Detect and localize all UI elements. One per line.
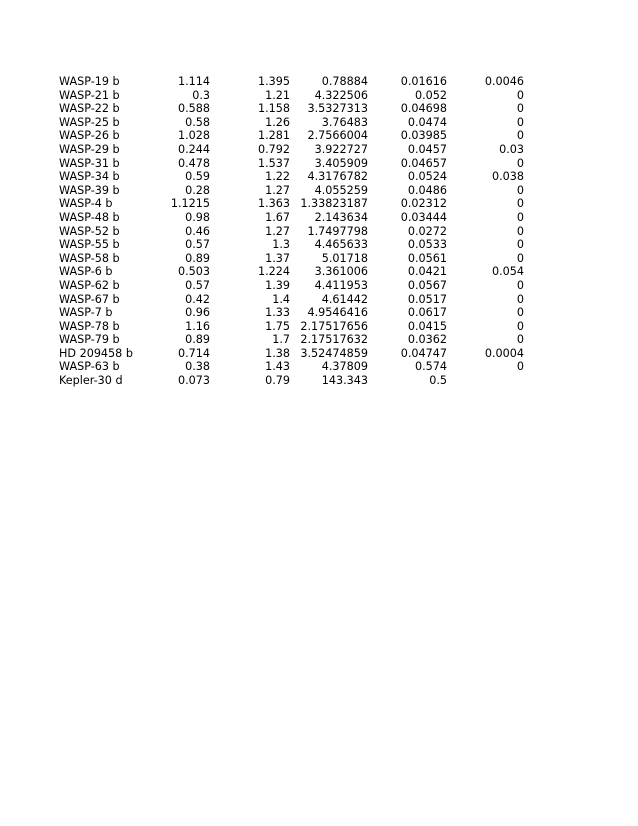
value-cell: 0.574 [414, 360, 447, 374]
value-cell: 1.114 [177, 75, 210, 88]
value-cell: 0.503 [177, 265, 210, 279]
planet-name-cell: WASP-52 b [59, 224, 120, 238]
value-cell: 0.04747 [400, 346, 447, 360]
value-cell: 1.67 [265, 210, 290, 224]
value-cell: 4.9546416 [307, 306, 368, 320]
value-cell: 0 [516, 115, 524, 129]
planet-name-cell: WASP-4 b [59, 197, 113, 211]
value-cell: 2.17517632 [300, 333, 368, 347]
value-cell: 0.052 [414, 88, 447, 102]
value-cell: 0.714 [177, 346, 210, 360]
value-cell: 0.0524 [407, 170, 447, 184]
table-row [0, 225, 638, 239]
value-cell: 0.0272 [407, 224, 447, 238]
value-cell: 0 [516, 333, 524, 347]
value-cell: 1.27 [265, 224, 290, 238]
value-cell: 0.57 [185, 278, 210, 292]
value-cell: 0.0474 [407, 115, 447, 129]
planet-name-cell: WASP-21 b [59, 88, 120, 102]
value-cell: 0.03444 [400, 210, 447, 224]
value-cell: 0.0046 [484, 75, 524, 88]
value-cell: 3.922727 [314, 142, 368, 156]
planet-name-cell: WASP-25 b [59, 115, 120, 129]
value-cell: 0.79 [265, 374, 290, 388]
planet-name-cell: WASP-63 b [59, 360, 120, 374]
value-cell: 0.89 [185, 251, 210, 265]
value-cell: 0 [516, 156, 524, 170]
planet-name-cell: WASP-58 b [59, 251, 120, 265]
value-cell: 0 [516, 129, 524, 143]
value-cell: 3.76483 [321, 115, 368, 129]
value-cell: 4.411953 [314, 278, 368, 292]
value-cell: 0.02312 [400, 197, 447, 211]
value-cell: 1.7 [272, 333, 290, 347]
value-cell: 1.7497798 [307, 224, 368, 238]
value-cell: 4.3176782 [307, 170, 368, 184]
value-cell: 1.4 [272, 292, 290, 306]
table-row [0, 320, 638, 334]
table-row [0, 170, 638, 184]
value-cell: 0.0533 [407, 238, 447, 252]
value-cell: 0 [516, 197, 524, 211]
value-cell: 0.03985 [400, 129, 447, 143]
value-cell: 0.04698 [400, 102, 447, 116]
value-cell: 4.465633 [314, 238, 368, 252]
table-row [0, 306, 638, 320]
planet-name-cell: HD 209458 b [59, 346, 133, 360]
value-cell: 0 [516, 360, 524, 374]
table-row [0, 75, 638, 89]
value-cell: 0.89 [185, 333, 210, 347]
value-cell: 0 [516, 183, 524, 197]
planet-name-cell: Kepler-30 d [59, 374, 123, 388]
value-cell: 0 [516, 292, 524, 306]
table-row [0, 89, 638, 103]
table-row [0, 143, 638, 157]
table-row [0, 197, 638, 211]
value-cell: 1.26 [265, 115, 290, 129]
value-cell: 3.405909 [314, 156, 368, 170]
value-cell: 0 [516, 319, 524, 333]
value-cell: 0.038 [491, 170, 524, 184]
value-cell: 0.98 [185, 210, 210, 224]
table-row [0, 279, 638, 293]
value-cell: 0.57 [185, 238, 210, 252]
value-cell: 1.16 [185, 319, 210, 333]
value-cell: 0 [516, 306, 524, 320]
table-row [0, 374, 638, 388]
value-cell: 0.0617 [407, 306, 447, 320]
value-cell: 0 [516, 238, 524, 252]
value-cell: 0.0362 [407, 333, 447, 347]
value-cell: 0.0567 [407, 278, 447, 292]
value-cell: 0.46 [185, 224, 210, 238]
value-cell: 1.363 [257, 197, 290, 211]
table-row [0, 102, 638, 116]
planet-name-cell: WASP-67 b [59, 292, 120, 306]
value-cell: 0.792 [257, 142, 290, 156]
value-cell: 0.0486 [407, 183, 447, 197]
value-cell: 4.61442 [321, 292, 368, 306]
value-cell: 0.0421 [407, 265, 447, 279]
value-cell: 0 [516, 210, 524, 224]
planet-name-cell: WASP-39 b [59, 183, 120, 197]
value-cell: 3.5327313 [307, 102, 368, 116]
value-cell: 0 [516, 278, 524, 292]
value-cell: 0 [516, 224, 524, 238]
table-row [0, 211, 638, 225]
value-cell: 0.59 [185, 170, 210, 184]
value-cell: 0.478 [177, 156, 210, 170]
value-cell: 1.1215 [170, 197, 210, 211]
planet-name-cell: WASP-55 b [59, 238, 120, 252]
table-row [0, 360, 638, 374]
value-cell: 0.01616 [400, 75, 447, 88]
value-cell: 4.322506 [314, 88, 368, 102]
value-cell: 1.21 [265, 88, 290, 102]
value-cell: 1.38 [265, 346, 290, 360]
value-cell: 1.3 [272, 238, 290, 252]
planet-name-cell: WASP-31 b [59, 156, 120, 170]
value-cell: 0.244 [177, 142, 210, 156]
planet-name-cell: WASP-22 b [59, 102, 120, 116]
table-row [0, 116, 638, 130]
value-cell: 0.96 [185, 306, 210, 320]
table-row [0, 157, 638, 171]
value-cell: 2.7566004 [307, 129, 368, 143]
value-cell: 0.3 [192, 88, 210, 102]
value-cell: 0.0561 [407, 251, 447, 265]
value-cell: 5.01718 [321, 251, 368, 265]
planet-name-cell: WASP-7 b [59, 306, 113, 320]
value-cell: 1.43 [265, 360, 290, 374]
value-cell: 4.37809 [321, 360, 368, 374]
value-cell: 4.055259 [314, 183, 368, 197]
value-cell: 0.04657 [400, 156, 447, 170]
value-cell: 0.42 [185, 292, 210, 306]
planet-name-cell: WASP-34 b [59, 170, 120, 184]
value-cell: 3.361006 [314, 265, 368, 279]
table-row [0, 238, 638, 252]
value-cell: 0.588 [177, 102, 210, 116]
value-cell: 0 [516, 88, 524, 102]
value-cell: 0.58 [185, 115, 210, 129]
planet-name-cell: WASP-48 b [59, 210, 120, 224]
value-cell: 1.33823187 [300, 197, 368, 211]
table-row [0, 129, 638, 143]
table-row [0, 265, 638, 279]
planet-name-cell: WASP-29 b [59, 142, 120, 156]
value-cell: 1.33 [265, 306, 290, 320]
table-row [0, 252, 638, 266]
value-cell: 1.22 [265, 170, 290, 184]
value-cell: 0.0517 [407, 292, 447, 306]
value-cell: 0.0457 [407, 142, 447, 156]
value-cell: 1.39 [265, 278, 290, 292]
table-row [0, 347, 638, 361]
table-row [0, 333, 638, 347]
value-cell: 0 [516, 251, 524, 265]
planet-name-cell: WASP-26 b [59, 129, 120, 143]
value-cell: 143.343 [321, 374, 368, 388]
value-cell: 0.38 [185, 360, 210, 374]
value-cell: 2.17517656 [300, 319, 368, 333]
planet-name-cell: WASP-78 b [59, 319, 120, 333]
value-cell: 1.537 [257, 156, 290, 170]
value-cell: 1.224 [257, 265, 290, 279]
value-cell: 0.0004 [484, 346, 524, 360]
value-cell: 0 [516, 102, 524, 116]
value-cell: 1.281 [257, 129, 290, 143]
table-row [0, 293, 638, 307]
value-cell: 0.28 [185, 183, 210, 197]
value-cell: 3.52474859 [300, 346, 368, 360]
value-cell: 0.5 [429, 374, 447, 388]
value-cell: 0.78884 [321, 75, 368, 88]
value-cell: 0.073 [177, 374, 210, 388]
value-cell: 1.395 [257, 75, 290, 88]
value-cell: 1.158 [257, 102, 290, 116]
value-cell: 1.75 [265, 319, 290, 333]
planet-name-cell: WASP-6 b [59, 265, 113, 279]
table-row [0, 184, 638, 198]
value-cell: 0.054 [491, 265, 524, 279]
value-cell: 0.0415 [407, 319, 447, 333]
value-cell: 1.028 [177, 129, 210, 143]
planet-name-cell: WASP-19 b [59, 75, 120, 88]
data-table [0, 75, 638, 388]
planet-name-cell: WASP-79 b [59, 333, 120, 347]
value-cell: 1.27 [265, 183, 290, 197]
value-cell: 0.03 [499, 142, 524, 156]
value-cell: 1.37 [265, 251, 290, 265]
value-cell: 2.143634 [314, 210, 368, 224]
planet-name-cell: WASP-62 b [59, 278, 120, 292]
